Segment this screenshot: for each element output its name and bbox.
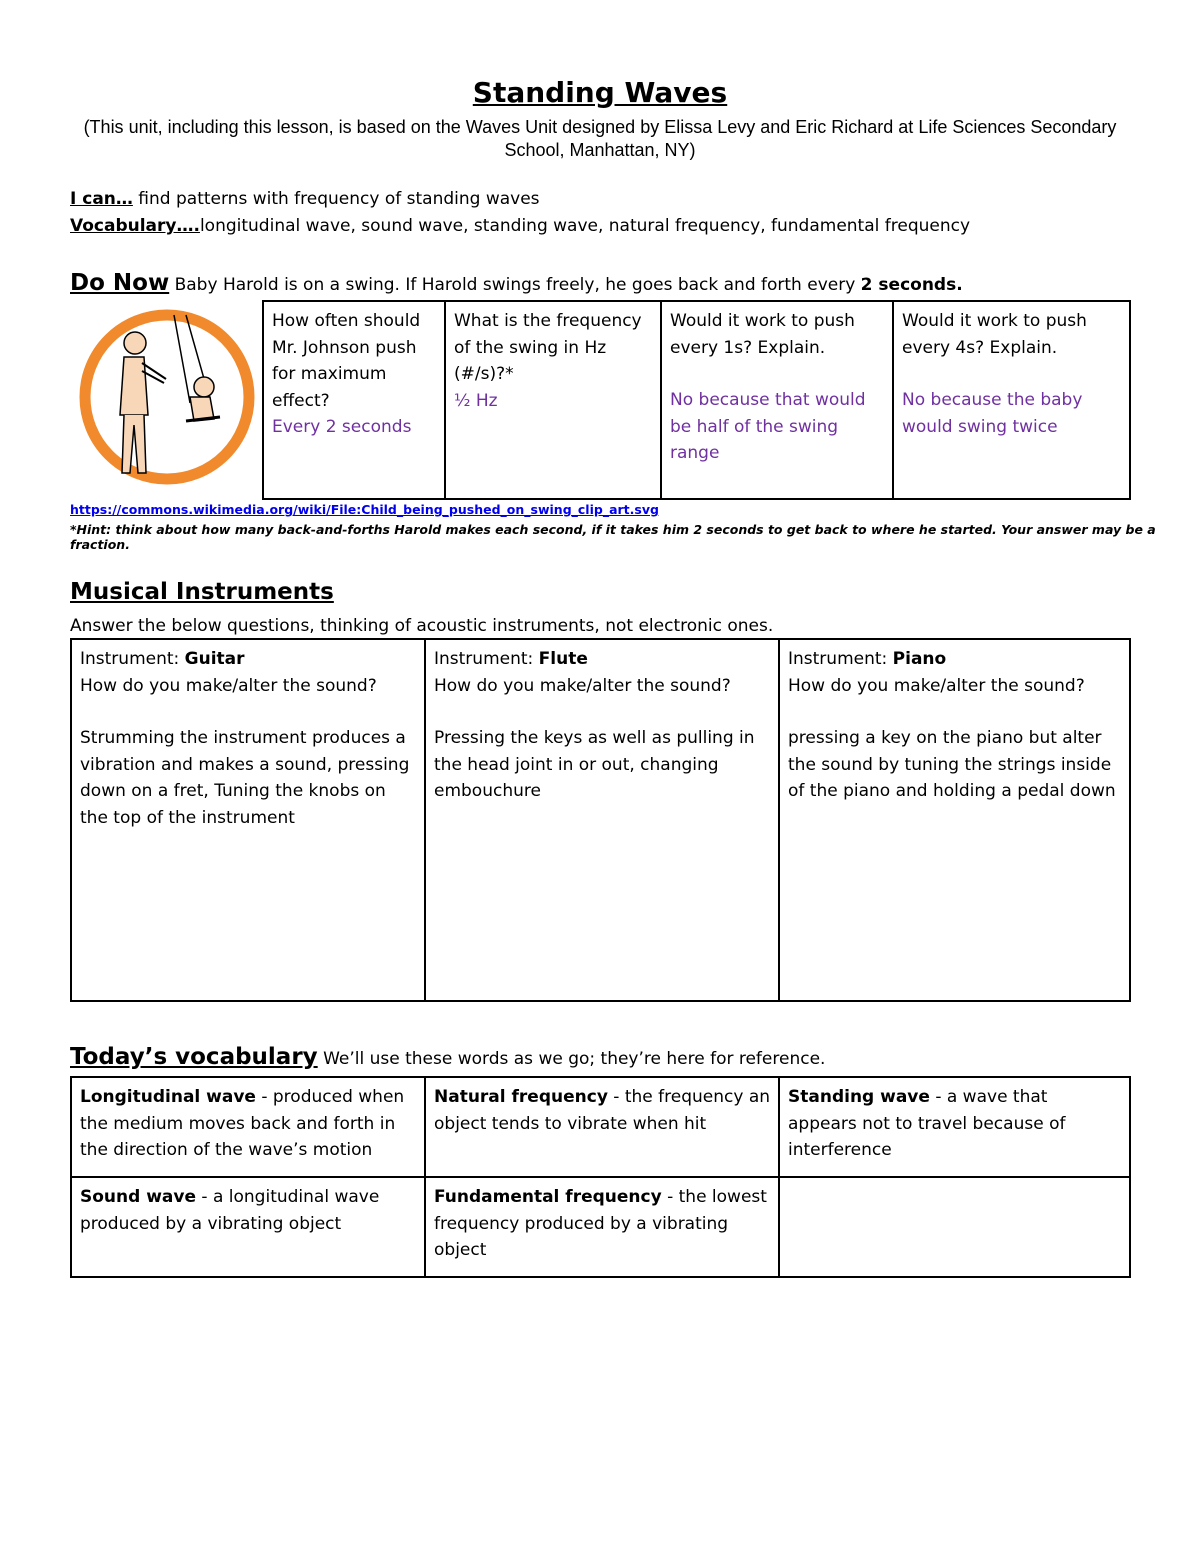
vocab-cell <box>71 1077 425 1177</box>
instrument-label: Instrument: <box>434 649 539 669</box>
instrument-name: Piano <box>892 649 947 669</box>
vocab-term: Standing wave <box>788 1087 930 1107</box>
instrument-answer: Strumming the instrument produces a vibration and makes a sound, pressing down on a fret, Tuning the knobs on the top of the instrument <box>80 728 410 828</box>
vocabulary-table <box>70 1076 1131 1278</box>
vocab-term: Longitudinal wave <box>80 1087 256 1107</box>
instruments-table <box>70 638 1131 1002</box>
instruments-instructions: Answer the below questions, thinking of acoustic instruments, not electronic ones. <box>70 616 774 636</box>
question-text: Would it work to push every 1s? Explain. <box>670 311 855 358</box>
vocab-definition: - the frequency an object tends to vibrate when hit <box>434 1087 771 1134</box>
i-can-text: find patterns with frequency of standing waves <box>132 189 540 209</box>
i-can-label: I can… <box>70 189 133 209</box>
vocab-term: Natural frequency <box>434 1087 608 1107</box>
instrument-label: Instrument: <box>788 649 893 669</box>
vocabulary-line <box>70 216 970 236</box>
vocab-cell-empty <box>779 1177 1130 1277</box>
instrument-cell <box>425 639 779 1001</box>
do-now-cell <box>893 301 1130 499</box>
answer-text: Every 2 seconds <box>272 417 412 437</box>
instrument-question: How do you make/alter the sound? <box>434 675 731 696</box>
vocab-definition: - a longitudinal wave produced by a vibrating object <box>80 1187 380 1234</box>
vocab-note: We’ll use these words as we go; they’re here for reference. <box>317 1049 826 1069</box>
instrument-answer: pressing a key on the piano but alter the sound by tuning the strings inside of the piano and holding a pedal down <box>788 728 1116 801</box>
i-can-line <box>70 189 540 209</box>
instrument-cell <box>779 639 1130 1001</box>
vocab-term: Fundamental frequency <box>434 1187 662 1207</box>
vocabulary-text: longitudinal wave, sound wave, standing wave, natural frequency, fundamental frequency <box>199 216 971 236</box>
vocab-cell <box>71 1177 425 1277</box>
page-title: Standing Waves <box>472 76 728 109</box>
image-source-link[interactable]: https://commons.wikimedia.org/wiki/File:Child_being_pushed_on_swing_clip_art.svg <box>70 502 659 517</box>
vocab-heading-line <box>70 1044 825 1070</box>
question-text: What is the frequency of the swing in Hz (#/s)?* <box>454 311 642 384</box>
instrument-name: Guitar <box>184 649 245 669</box>
vocab-cell <box>425 1177 779 1277</box>
do-now-line <box>70 270 963 296</box>
answer-text: No because that would be half of the swing range <box>670 390 866 463</box>
answer-text: ½ Hz <box>454 390 498 411</box>
answer-text: No because the baby would swing twice <box>902 390 1083 437</box>
swing-illustration <box>78 305 258 490</box>
vocab-heading: Today’s vocabulary <box>70 1044 318 1070</box>
instrument-answer: Pressing the keys as well as pulling in the head joint in or out, changing embouchure <box>434 728 755 801</box>
do-now-intro: Baby Harold is on a swing. If Harold swings freely, he goes back and forth every <box>169 275 861 295</box>
vocab-definition: - produced when the medium moves back and forth in the direction of the wave’s motion <box>80 1087 405 1160</box>
vocab-cell <box>779 1077 1130 1177</box>
do-now-cell <box>445 301 661 499</box>
question-text: How often should Mr. Johnson push for maximum effect? <box>272 311 421 411</box>
do-now-cell <box>661 301 893 499</box>
vocab-cell <box>425 1077 779 1177</box>
do-now-table <box>262 300 1131 500</box>
hint-text: *Hint: think about how many back-and-forths Harold makes each second, if it takes him 2 seconds to get back to where he started. Your answer may be a fraction. <box>70 522 1156 552</box>
vocabulary-label: Vocabulary…. <box>70 216 200 236</box>
instrument-question: How do you make/alter the sound? <box>80 675 377 696</box>
instruments-heading: Musical Instruments <box>70 579 334 605</box>
instrument-question: How do you make/alter the sound? <box>788 675 1085 696</box>
instrument-cell <box>71 639 425 1001</box>
vocab-term: Sound wave <box>80 1187 197 1207</box>
question-text: Would it work to push every 4s? Explain. <box>902 311 1087 358</box>
do-now-heading: Do Now <box>70 270 170 296</box>
instrument-label: Instrument: <box>80 649 185 669</box>
credit-note: (This unit, including this lesson, is based on the Waves Unit designed by Elissa Levy and Eric Richard at Life Sciences Secondary School, Manhattan, NY) <box>83 117 1117 160</box>
vocab-definition: - a wave that appears not to travel because of interference <box>788 1087 1066 1160</box>
instrument-name: Flute <box>538 649 588 669</box>
vocab-definition: - the lowest frequency produced by a vibrating object <box>434 1187 767 1260</box>
do-now-cell <box>263 301 445 499</box>
do-now-intro-bold: 2 seconds. <box>860 275 963 295</box>
